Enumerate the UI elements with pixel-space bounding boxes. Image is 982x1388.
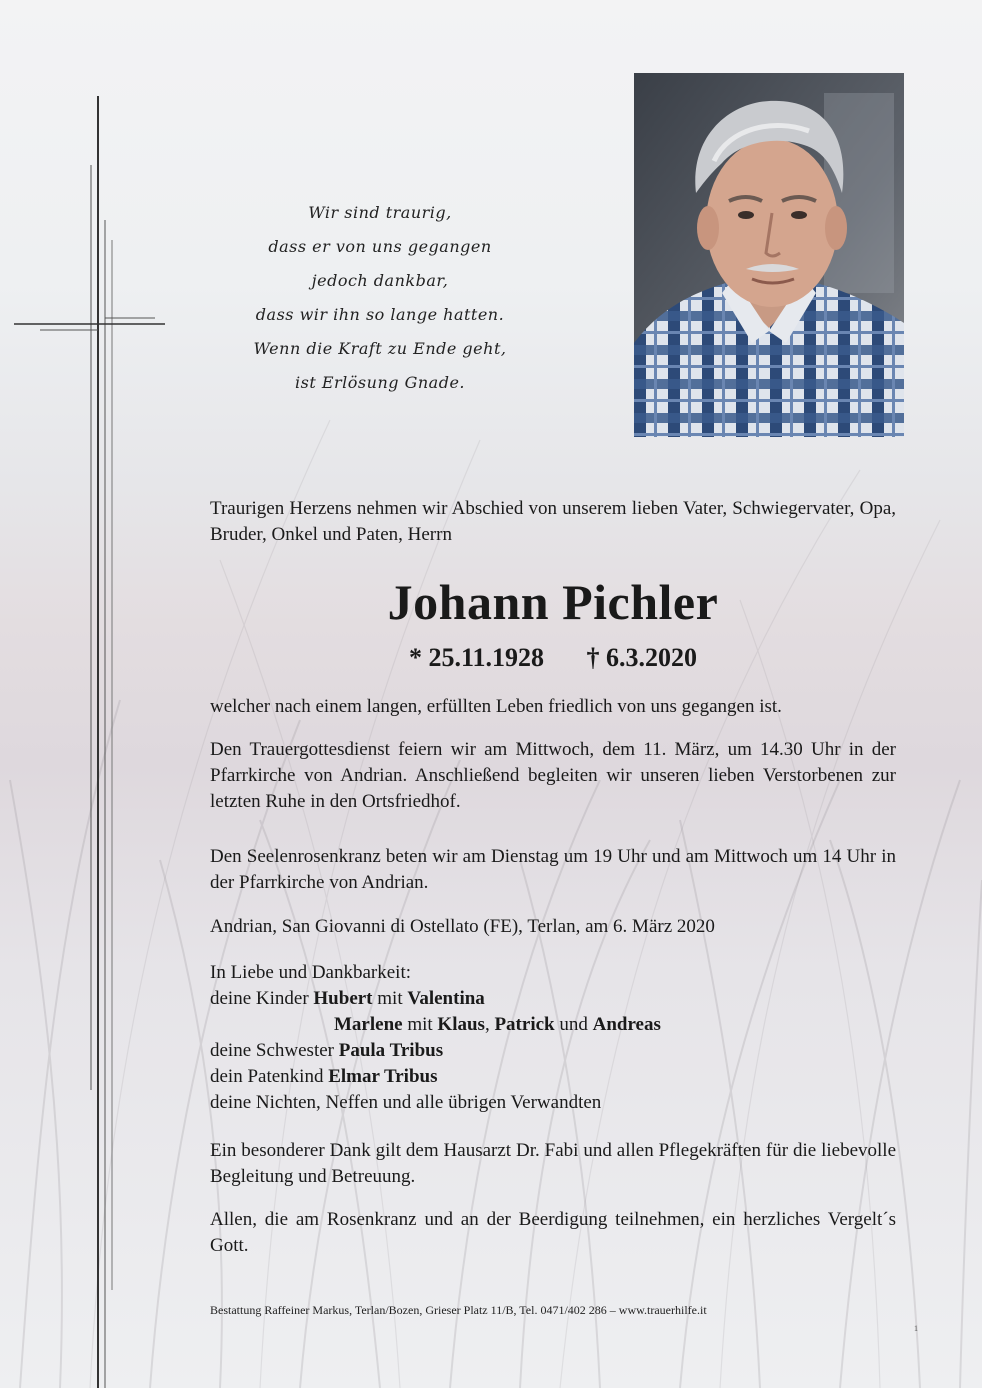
death-date: † 6.3.2020	[586, 643, 698, 672]
place-date: Andrian, San Giovanni di Ostellato (FE), Terlan, am 6. März 2020	[210, 916, 715, 937]
funeral-home-footer: Bestattung Raffeiner Markus, Terlan/Bozen, Grieser Platz 11/B, Tel. 0471/402 286 – www.trauerhilfe.it	[210, 1303, 707, 1317]
rosary-text: Den Seelenrosenkranz beten wir am Dienstag um 19 Uhr und am Mittwoch um 14 Uhr in der Pfarrkirche von Andrian.	[210, 846, 896, 893]
life-dates	[210, 640, 896, 676]
deceased-name: Johann Pichler	[387, 574, 719, 630]
grandchild-name: Patrick	[494, 1014, 555, 1035]
and-word: und	[559, 1014, 588, 1035]
partner-name: Klaus	[437, 1014, 485, 1035]
with-word: mit	[407, 1014, 433, 1035]
poem-line: Wir sind traurig,	[308, 203, 452, 222]
service-text: Den Trauergottesdienst feiern wir am Mittwoch, dem 11. März, um 14.30 Uhr in der Pfarrkirche von Andrian. Anschließend begleiten wir unseren lieben Verstorbenen zur letzten Ruhe in den Ortsfriedhof.	[210, 739, 896, 812]
thanks-text: Ein besonderer Dank gilt dem Hausarzt Dr. Fabi und allen Pflegekräften für die liebevolle Begleitung und Betreuung.	[210, 1140, 896, 1187]
poem-line: Wenn die Kraft zu Ende geht,	[253, 339, 507, 358]
comma: ,	[484, 1014, 490, 1035]
family-heading: In Liebe und Dankbarkeit:	[210, 962, 412, 983]
family-row-godchild	[210, 1064, 896, 1090]
kid-name: Marlene	[334, 1014, 403, 1035]
family-row-kid2	[210, 1012, 896, 1038]
kids-prefix: deine Kinder	[210, 988, 309, 1009]
closing-text: Allen, die am Rosenkranz und an der Beerdigung teilnehmen, ein herzliches Vergelt´s Gott.	[210, 1209, 896, 1256]
poem-line: ist Erlösung Gnade.	[295, 373, 465, 392]
with-word: mit	[377, 988, 403, 1009]
page-number: 1	[914, 1324, 918, 1333]
sister-name: Paula Tribus	[338, 1040, 444, 1061]
family-row-kids	[210, 986, 896, 1012]
passing-text: welcher nach einem langen, erfüllten Leben friedlich von uns gegangen ist.	[210, 696, 782, 717]
birth-date: * 25.11.1928	[408, 643, 545, 672]
grandchild-name: Andreas	[592, 1014, 661, 1035]
family-row-sister	[210, 1038, 896, 1064]
family-list	[210, 960, 896, 1116]
partner-name: Valentina	[407, 988, 485, 1009]
godchild-name: Elmar Tribus	[328, 1066, 438, 1087]
intro-text: Traurigen Herzens nehmen wir Abschied von unserem lieben Vater, Schwiegervater, Opa, Bruder, Onkel und Paten, Herrn	[210, 498, 896, 545]
kid-name: Hubert	[313, 988, 373, 1009]
poem	[210, 196, 550, 400]
godchild-prefix: dein Patenkind	[210, 1066, 324, 1087]
sister-prefix: deine Schwester	[210, 1040, 334, 1061]
poem-line: dass wir ihn so lange hatten.	[255, 305, 505, 324]
poem-line: dass er von uns gegangen	[268, 237, 492, 256]
portrait-photo	[634, 73, 904, 437]
poem-line: jedoch dankbar,	[311, 271, 449, 290]
family-row-relatives: deine Nichten, Neffen und alle übrigen Verwandten	[210, 1092, 602, 1113]
